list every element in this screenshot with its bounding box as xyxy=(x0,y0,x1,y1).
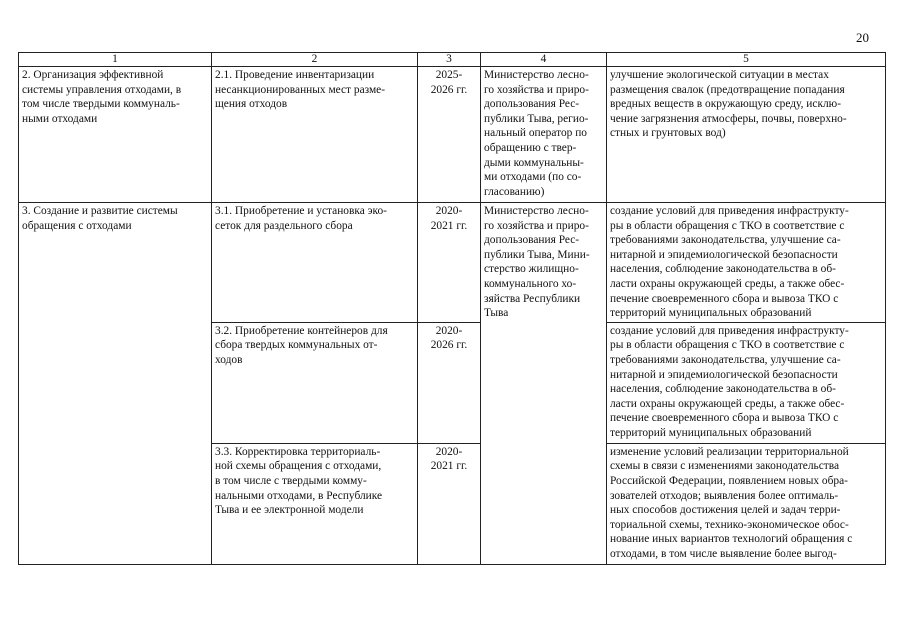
text-line: 2021 гг. xyxy=(430,219,468,232)
text-line: ной схемы обращения с отходами, xyxy=(215,460,382,473)
executor-cell xyxy=(481,67,607,203)
text-line: го хозяйства и приро- xyxy=(484,83,589,96)
text-line: ми отходами (по со- xyxy=(484,171,582,184)
header-cell: 3 xyxy=(418,53,481,67)
text-line: печение своевременного сбора и вывоза ТКО с xyxy=(610,412,839,425)
measure-cell xyxy=(212,203,418,323)
text-line: ториальной схемы, технико-экономическое обос- xyxy=(610,518,849,531)
text-line: создание условий для приведения инфраструкту- xyxy=(610,324,849,337)
text-line: ласти охраны окружающей среды, а также обес- xyxy=(610,277,845,290)
text-line: дыми коммунальны- xyxy=(484,156,584,169)
result-cell xyxy=(607,322,886,443)
text-line: сбора твердых коммунальных от- xyxy=(215,339,378,352)
text-line: публики Тыва, регио- xyxy=(484,112,589,125)
header-row xyxy=(19,53,886,67)
text-line: территорий муниципальных образований xyxy=(610,426,812,439)
measures-table xyxy=(18,52,886,565)
task-cell xyxy=(19,67,212,203)
text-line: стных и грунтовых вод) xyxy=(610,127,726,140)
measure-cell xyxy=(212,67,418,203)
text-line: нитарной и эпидемиологической безопасности xyxy=(610,368,838,381)
text-line: 2. Организация эффективной xyxy=(22,69,164,81)
text-line: требованиями законодательства, улучшение са- xyxy=(610,353,841,366)
text-line: обращения с отходами xyxy=(22,219,132,232)
text-line: населения, соблюдение законодательства в об- xyxy=(610,263,836,276)
table-row xyxy=(19,67,886,203)
text-line: ласти охраны окружающей среды, а также обес- xyxy=(610,397,845,410)
text-line: гласованию) xyxy=(484,185,545,198)
result-cell xyxy=(607,203,886,323)
text-line: 3.3. Корректировка территориаль- xyxy=(215,445,381,458)
text-line: в том числе с твердыми комму- xyxy=(215,474,367,487)
header-cell: 5 xyxy=(607,53,886,67)
text-line: ры в области обращения с ТКО в соответствие с xyxy=(610,219,845,232)
text-line: 3.2. Приобретение контейнеров для xyxy=(215,324,388,337)
text-line: 2026 гг. xyxy=(430,83,468,96)
text-line: нование иных вариантов технологий обращения с xyxy=(610,533,853,546)
text-line: изменение условий реализации территориальной xyxy=(610,445,849,458)
text-line: ры в области обращения с ТКО в соответствие с xyxy=(610,339,845,352)
text-line: го хозяйства и приро- xyxy=(484,219,589,232)
text-line: допользования Рес- xyxy=(484,98,580,111)
text-line: Министерство лесно- xyxy=(484,205,589,217)
years-cell xyxy=(418,322,481,443)
text-line: нитарной и эпидемиологической безопасности xyxy=(610,248,838,261)
table-row xyxy=(19,203,886,323)
text-line: 2025- xyxy=(435,69,463,81)
text-line: 2026 гг. xyxy=(430,339,468,352)
text-line: обращению с твер- xyxy=(484,141,577,154)
text-line: публики Тыва, Мини- xyxy=(484,248,590,261)
text-line: создание условий для приведения инфраструкту- xyxy=(610,205,849,217)
years-cell xyxy=(418,443,481,564)
text-line: нальными отходами, в Республике xyxy=(215,489,383,502)
task-cell xyxy=(19,203,212,565)
text-line: 2020- xyxy=(435,445,463,458)
text-line: печение своевременного сбора и вывоза ТКО с xyxy=(610,292,839,305)
text-line: зователей отходов; выявления более оптималь- xyxy=(610,489,839,502)
executor-cell xyxy=(481,203,607,565)
measure-cell xyxy=(212,443,418,564)
years-cell xyxy=(418,67,481,203)
text-line: чение загрязнения атмосферы, почвы, поверхно- xyxy=(610,112,847,125)
text-line: ными отходами xyxy=(22,112,98,125)
text-line: коммунального хо- xyxy=(484,277,577,290)
text-line: Министерство лесно- xyxy=(484,69,589,81)
text-line: вредных веществ в окружающую среду, исклю- xyxy=(610,98,841,111)
text-line: ходов xyxy=(215,353,243,366)
text-line: Тыва и ее электронной модели xyxy=(215,504,364,517)
text-line: 2020- xyxy=(435,324,463,337)
text-line: несанкционированных мест разме- xyxy=(215,83,386,96)
text-line: 2020- xyxy=(435,205,463,217)
text-line: 3. Создание и развитие системы xyxy=(22,205,178,217)
header-cell: 1 xyxy=(19,53,212,67)
header-cell: 2 xyxy=(212,53,418,67)
text-line: требованиями законодательства, улучшение са- xyxy=(610,234,841,247)
text-line: ных способов достижения целей и задач терри- xyxy=(610,504,841,517)
text-line: стерство жилищно- xyxy=(484,263,579,276)
text-line: нальный оператор по xyxy=(484,127,587,140)
text-line: улучшение экологической ситуации в местах xyxy=(610,69,829,81)
text-line: отходами, в том числе выявление более выгод- xyxy=(610,547,837,560)
text-line: зяйства Республики xyxy=(484,292,581,305)
result-cell xyxy=(607,67,886,203)
text-line: допользования Рес- xyxy=(484,234,580,247)
text-line: схемы в связи с изменениями законодательства xyxy=(610,460,840,473)
text-line: сеток для раздельного сбора xyxy=(215,219,353,232)
text-line: населения, соблюдение законодательства в об- xyxy=(610,383,836,396)
text-line: 3.1. Приобретение и установка эко- xyxy=(215,205,387,217)
text-line: Тыва xyxy=(484,307,509,320)
text-line: 2021 гг. xyxy=(430,460,468,473)
measure-cell xyxy=(212,322,418,443)
header-cell: 4 xyxy=(481,53,607,67)
text-line: щения отходов xyxy=(215,98,288,111)
text-line: системы управления отходами, в xyxy=(22,83,182,96)
result-cell xyxy=(607,443,886,564)
text-line: размещения свалок (предотвращение попадания xyxy=(610,83,845,96)
text-line: том числе твердыми коммуналь- xyxy=(22,98,180,111)
years-cell xyxy=(418,203,481,323)
text-line: 2.1. Проведение инвентаризации xyxy=(215,69,375,81)
page-number: 20 xyxy=(856,30,869,45)
text-line: территорий муниципальных образований xyxy=(610,307,812,320)
text-line: Российской Федерации, появлением новых обра- xyxy=(610,474,848,487)
